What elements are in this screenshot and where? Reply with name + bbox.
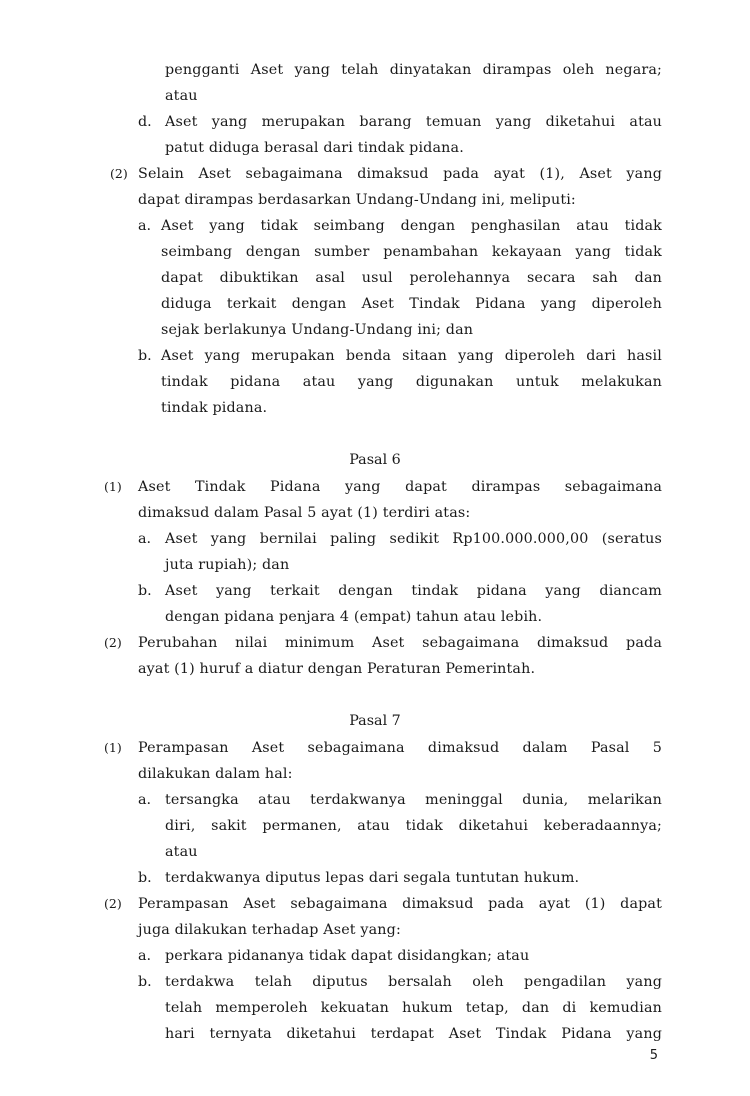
text-line: perkara pidananya tidak dapat disidangkan; atau <box>165 948 530 964</box>
text-line: juga dilakukan terhadap Aset yang: <box>138 922 401 938</box>
text-line: Aset yang merupakan barang temuan yang diketahui atau <box>165 114 662 130</box>
list-marker: d. <box>138 114 152 130</box>
text-line: diri, sakit permanen, atau tidak diketahui keberadaannya; <box>165 818 662 834</box>
list-marker: b. <box>138 583 152 599</box>
text-line: tindak pidana. <box>161 400 268 416</box>
text-line: atau <box>165 88 198 104</box>
section-heading: Pasal 6 <box>349 452 401 468</box>
text-line: tersangka atau terdakwanya meninggal dunia, melarikan <box>165 792 662 808</box>
text-line: Selain Aset sebagaimana dimaksud pada ayat (1), Aset yang <box>138 166 662 182</box>
list-marker: a. <box>138 948 152 964</box>
text-line: dengan pidana penjara 4 (empat) tahun atau lebih. <box>165 609 543 625</box>
text-line: terdakwanya diputus lepas dari segala tuntutan hukum. <box>165 870 580 886</box>
list-marker: b. <box>138 974 152 990</box>
list-marker: a. <box>138 792 152 808</box>
text-line: ayat (1) huruf a diatur dengan Peraturan Pemerintah. <box>138 661 536 677</box>
text-line: dapat dirampas berdasarkan Undang-Undang ini, meliputi: <box>138 192 576 208</box>
list-marker: b. <box>138 870 152 886</box>
text-line: terdakwa telah diputus bersalah oleh pengadilan yang <box>165 974 662 990</box>
text-line: telah memperoleh kekuatan hukum tetap, dan di kemudian <box>165 1000 662 1016</box>
list-marker: a. <box>138 531 152 547</box>
paragraph-marker: (2) <box>104 896 122 911</box>
text-line: Aset yang merupakan benda sitaan yang diperoleh dari hasil <box>161 348 662 364</box>
text-line: Perampasan Aset sebagaimana dimaksud dalam Pasal 5 <box>138 740 662 756</box>
list-marker: b. <box>138 348 152 364</box>
text-line: juta rupiah); dan <box>165 557 290 573</box>
paragraph-marker: (1) <box>104 479 122 494</box>
list-marker: a. <box>138 218 152 234</box>
paragraph-marker: (1) <box>104 740 122 755</box>
text-line: tindak pidana atau yang digunakan untuk melakukan <box>161 374 662 390</box>
text-line: seimbang dengan sumber penambahan kekayaan yang tidak <box>161 244 662 260</box>
text-line: dapat dibuktikan asal usul perolehannya secara sah dan <box>161 270 662 286</box>
paragraph-marker: (2) <box>110 166 128 181</box>
text-line: atau <box>165 844 198 860</box>
text-line: Perubahan nilai minimum Aset sebagaimana dimaksud pada <box>138 635 662 651</box>
text-line: patut diduga berasal dari tindak pidana. <box>165 140 464 156</box>
paragraph-marker: (2) <box>104 635 122 650</box>
text-line: Aset yang bernilai paling sedikit Rp100.000.000,00 (seratus <box>165 531 662 547</box>
text-line: Perampasan Aset sebagaimana dimaksud pada ayat (1) dapat <box>138 896 662 912</box>
text-line: dilakukan dalam hal: <box>138 766 293 782</box>
text-line: sejak berlakunya Undang-Undang ini; dan <box>161 322 474 338</box>
text-line: Aset Tindak Pidana yang dapat dirampas sebagaimana <box>138 479 662 495</box>
page-number: 5 <box>649 1048 658 1063</box>
text-line: Aset yang terkait dengan tindak pidana yang diancam <box>165 583 662 599</box>
text-line: dimaksud dalam Pasal 5 ayat (1) terdiri atas: <box>138 505 471 521</box>
section-heading: Pasal 7 <box>349 713 401 729</box>
text-line: Aset yang tidak seimbang dengan penghasilan atau tidak <box>161 218 662 234</box>
text-line: hari ternyata diketahui terdapat Aset Tindak Pidana yang <box>165 1026 662 1042</box>
text-line: diduga terkait dengan Aset Tindak Pidana yang diperoleh <box>161 296 662 312</box>
text-line: pengganti Aset yang telah dinyatakan dirampas oleh negara; <box>165 62 662 78</box>
